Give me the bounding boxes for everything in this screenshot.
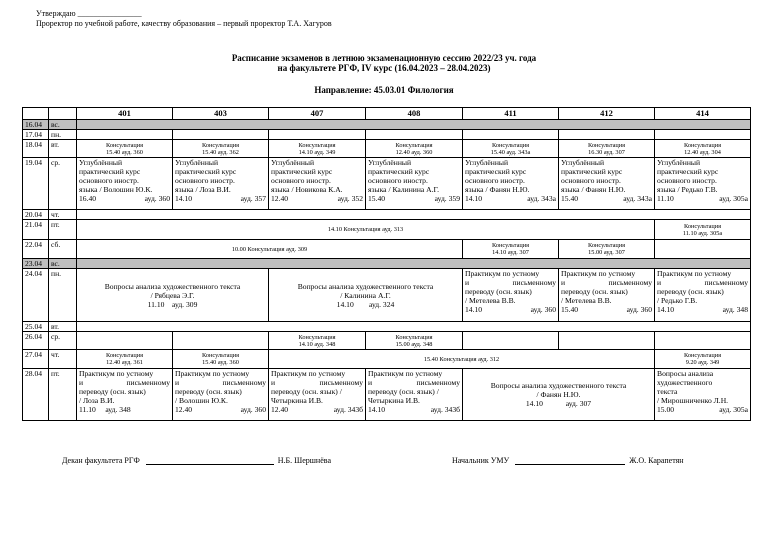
page-subtitle: на факультете РГФ, IV курс (16.04.2023 – 28.04.2023) — [277, 63, 491, 73]
schedule-table — [22, 107, 751, 421]
exam-cell: Практикум по устному и письменному переводу (осн. язык) / Лоза В.И. 11.10 ауд. 348 — [77, 369, 173, 421]
consultation-cell: Консультация 11.10 ауд. 305а — [655, 220, 751, 240]
row-24-04 — [23, 269, 751, 322]
consultation-cell: Консультация 9.20 ауд. 349 — [655, 350, 751, 369]
exam-cell: Углублённый практический курс основного иностр. языка / Лоза В.И. 14.10 ауд. 357 — [173, 158, 269, 210]
weekday-cell: ср. — [49, 158, 77, 210]
exam-cell: Углублённый практический курс основного иностр. языка / Новикова К.А. 12.40 ауд. 352 — [269, 158, 366, 210]
row-26-04 — [23, 332, 751, 350]
date-cell: 28.04 — [23, 369, 49, 421]
weekday-cell: чт. — [49, 350, 77, 369]
consultation-cell: Консультация 12.40 ауд. 360 — [366, 140, 463, 158]
date-cell: 20.04 — [23, 210, 49, 220]
row-16-04 — [23, 120, 751, 130]
date-cell: 22.04 — [23, 240, 49, 259]
exam-cell: Вопросы анализа художественного текста / Фанян Н.Ю. 14.10 ауд. 307 — [463, 369, 655, 421]
weekday-cell: пн. — [49, 269, 77, 322]
consultation-cell: Консультация 16.30 ауд. 307 — [559, 140, 655, 158]
exam-cell: Углублённый практический курс основного иностр. языка / Калинина А.Г. 15.40 ауд. 359 — [366, 158, 463, 210]
date-cell: 23.04 — [23, 259, 49, 269]
exam-cell: Вопросы анализа художественного текста / Калинина А.Г. 14.10 ауд. 324 — [269, 269, 463, 322]
dean-signature: Декан факультета РГФ Н.Б. Шершнёва — [62, 456, 331, 465]
row-23-04 — [23, 259, 751, 269]
weekday-cell: пт. — [49, 369, 77, 421]
date-cell: 17.04 — [23, 130, 49, 140]
row-22-04 — [23, 240, 751, 259]
page-title: Расписание экзаменов в летнюю экзаменационную сессию 2022/23 уч. года — [231, 53, 537, 63]
exam-cell: Углублённый практический курс основного иностр. языка / Редько Г.В. 11.10 ауд. 305а — [655, 158, 751, 210]
date-cell: 24.04 — [23, 269, 49, 322]
row-25-04 — [23, 322, 751, 332]
exam-cell: Вопросы анализа художественного текста / Рябцева Э.Г. 11.10 ауд. 309 — [77, 269, 269, 322]
direction: Направление: 45.03.01 Филология — [314, 85, 454, 95]
consultation-cell: Консультация 12.40 ауд. 304 — [655, 140, 751, 158]
consultation-cell: 15.40 Консультация ауд. 312 — [269, 350, 655, 369]
consultation-cell: Консультация 15.40 ауд. 343а — [463, 140, 559, 158]
weekday-cell: пт. — [49, 220, 77, 240]
head-signature: Начальник УМУ Ж.О. Карапетян — [452, 456, 684, 465]
consultation-cell: Консультация 15.40 ауд. 360 — [173, 350, 269, 369]
signature-line — [146, 455, 274, 465]
exam-cell: Практикум по устному и письменному переводу (осн. язык) / Волошин Ю.К. 12.40 ауд. 360 — [173, 369, 269, 421]
date-cell: 25.04 — [23, 322, 49, 332]
weekday-cell: ср. — [49, 332, 77, 350]
group-411: 411 — [463, 108, 559, 120]
weekday-cell: вс. — [49, 120, 77, 130]
row-18-04 — [23, 140, 751, 158]
weekday-cell: пн. — [49, 130, 77, 140]
group-408: 408 — [366, 108, 463, 120]
group-403: 403 — [173, 108, 269, 120]
date-cell: 19.04 — [23, 158, 49, 210]
weekday-cell: вт. — [49, 140, 77, 158]
row-28-04 — [23, 369, 751, 421]
exam-cell: Углублённый практический курс основного иностр. языка / Волошин Ю.К. 16.40 ауд. 360 — [77, 158, 173, 210]
date-cell: 27.04 — [23, 350, 49, 369]
consultation-cell: Консультация 15.00 ауд. 348 — [366, 332, 463, 350]
group-414: 414 — [655, 108, 751, 120]
row-21-04 — [23, 220, 751, 240]
consultation-cell: 14.10 Консультация ауд. 313 — [77, 220, 655, 240]
consultation-cell: Консультация 14.10 ауд. 348 — [269, 332, 366, 350]
consultation-cell: Консультация 12.40 ауд. 361 — [77, 350, 173, 369]
approval-signatory: Проректор по учебной работе, качеству образования – первый проректор Т.А. Хагуров — [36, 19, 332, 28]
date-cell: 21.04 — [23, 220, 49, 240]
weekday-cell: сб. — [49, 240, 77, 259]
exam-cell: Практикум по устному и письменному переводу (осн. язык) / Четыркина И.В. 12.40 ауд. 343б — [269, 369, 366, 421]
date-cell: 26.04 — [23, 332, 49, 350]
exam-cell: Углублённый практический курс основного иностр. языка / Фанян Н.Ю. 15.40 ауд. 343а — [559, 158, 655, 210]
row-20-04 — [23, 210, 751, 220]
group-401: 401 — [77, 108, 173, 120]
weekday-cell: чт. — [49, 210, 77, 220]
consultation-cell: Консультация 15.40 ауд. 360 — [77, 140, 173, 158]
consultation-cell: Консультация 15.40 ауд. 362 — [173, 140, 269, 158]
exam-cell: Вопросы анализа художественного текста / Мирошниченко Л.Н. 15.00 ауд. 305а — [655, 369, 751, 421]
exam-cell: Практикум по устному и письменному переводу (осн. язык) / Редько Г.В. 14.10 ауд. 348 — [655, 269, 751, 322]
consultation-cell: Консультация 14.10 ауд. 349 — [269, 140, 366, 158]
date-cell: 16.04 — [23, 120, 49, 130]
row-19-04 — [23, 158, 751, 210]
row-17-04 — [23, 130, 751, 140]
row-27-04 — [23, 350, 751, 369]
consultation-cell: Консультация 15.00 ауд. 307 — [559, 240, 655, 259]
weekday-cell: вс. — [49, 259, 77, 269]
consultation-cell: 10.00 Консультация ауд. 309 — [77, 240, 463, 259]
weekday-cell: вт. — [49, 322, 77, 332]
approval-line: Утверждаю ________________ — [36, 9, 142, 18]
exam-cell: Практикум по устному и письменному переводу (осн. язык) / Четыркина И.В. 14.10 ауд. 343б — [366, 369, 463, 421]
approval-block — [36, 9, 332, 29]
consultation-cell: Консультация 14.10 ауд. 307 — [463, 240, 559, 259]
header-row — [23, 108, 751, 120]
date-cell: 18.04 — [23, 140, 49, 158]
exam-cell: Углублённый практический курс основного иностр. языка / Фанян Н.Ю. 14.10 ауд. 343а — [463, 158, 559, 210]
group-412: 412 — [559, 108, 655, 120]
signature-line — [515, 455, 625, 465]
exam-cell: Практикум по устному и письменному переводу (осн. язык) / Метелева В.В. 15.40 ауд. 360 — [559, 269, 655, 322]
group-407: 407 — [269, 108, 366, 120]
exam-cell: Практикум по устному и письменному переводу (осн. язык) / Метелева В.В. 14.10 ауд. 360 — [463, 269, 559, 322]
